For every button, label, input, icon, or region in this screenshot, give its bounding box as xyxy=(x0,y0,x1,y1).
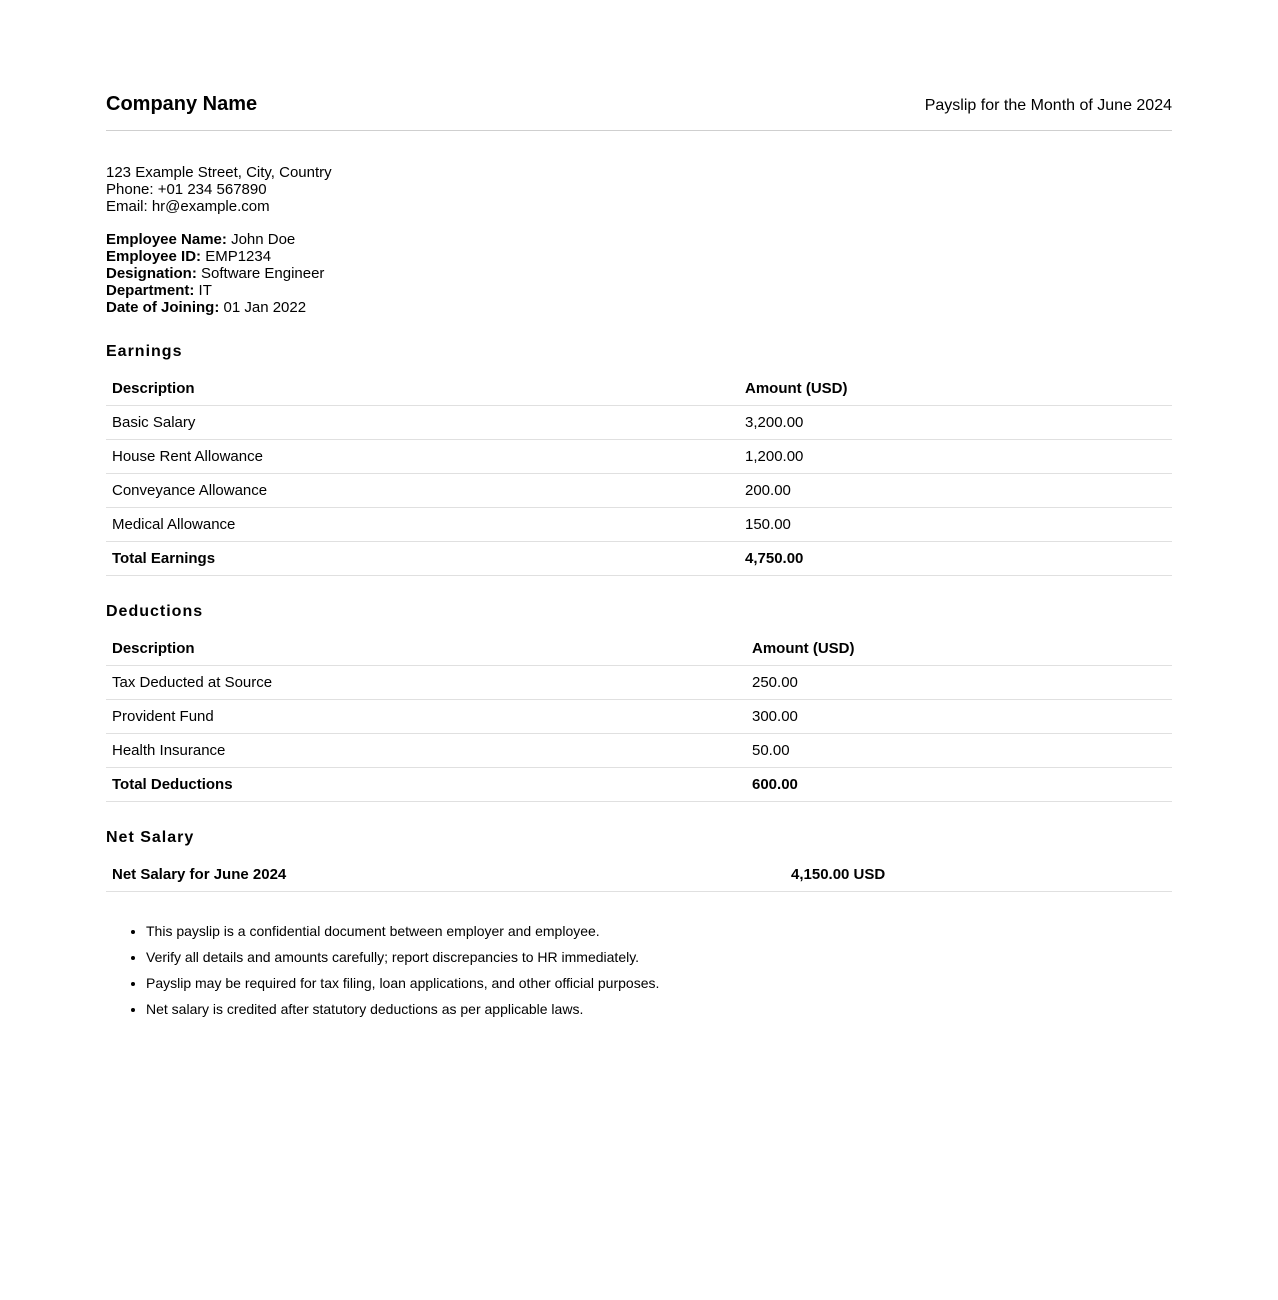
deduction-description: Tax Deducted at Source xyxy=(106,666,746,700)
column-header-amount: Amount (USD) xyxy=(739,372,1172,406)
earning-description: Basic Salary xyxy=(106,406,739,440)
earning-description: Conveyance Allowance xyxy=(106,474,739,508)
department-row xyxy=(106,282,1172,299)
column-header-amount: Amount (USD) xyxy=(746,632,1172,666)
column-header-description: Description xyxy=(106,632,746,666)
deductions-table xyxy=(106,632,1172,802)
joining-date: 01 Jan 2022 xyxy=(223,299,307,316)
net-salary-row xyxy=(106,858,1172,892)
table-row xyxy=(106,700,1172,734)
total-deductions-label: Total Deductions xyxy=(106,768,746,802)
payslip-month: Payslip for the Month of June 2024 xyxy=(924,97,1172,114)
net-salary-value: 4,150.00 USD xyxy=(785,858,1172,892)
payslip-header xyxy=(106,90,1172,131)
company-name: Company Name xyxy=(106,93,258,115)
column-header-description: Description xyxy=(106,372,739,406)
net-salary-label: Net Salary for June 2024 xyxy=(106,858,785,892)
department-label: Department: xyxy=(106,282,195,299)
employee-name-label: Employee Name: xyxy=(106,231,227,248)
employee-name: John Doe xyxy=(231,231,296,248)
payslip-notes xyxy=(106,918,1172,1022)
joining-date-label: Date of Joining: xyxy=(106,299,220,316)
department: IT xyxy=(198,282,212,299)
deduction-amount: 250.00 xyxy=(746,666,1172,700)
deduction-amount: 300.00 xyxy=(746,700,1172,734)
earning-amount: 200.00 xyxy=(739,474,1172,508)
net-salary-table xyxy=(106,858,1172,892)
designation: Software Engineer xyxy=(201,265,325,282)
earning-description: House Rent Allowance xyxy=(106,440,739,474)
earnings-title: Earnings xyxy=(106,343,183,360)
table-row xyxy=(106,734,1172,768)
deduction-amount: 50.00 xyxy=(746,734,1172,768)
company-contact xyxy=(106,164,1172,215)
total-deductions-amount: 600.00 xyxy=(746,768,1172,802)
table-row xyxy=(106,474,1172,508)
company-address: 123 Example Street, City, Country xyxy=(106,164,332,181)
employee-id: EMP1234 xyxy=(205,248,272,265)
designation-label: Designation: xyxy=(106,265,197,282)
company-phone: Phone: +01 234 567890 xyxy=(106,181,267,198)
company-email: Email: hr@example.com xyxy=(106,198,270,215)
employee-id-label: Employee ID: xyxy=(106,248,202,265)
table-row xyxy=(106,666,1172,700)
joining-date-row xyxy=(106,299,1172,316)
deductions-header-row xyxy=(106,632,1172,666)
table-row xyxy=(106,406,1172,440)
employee-details xyxy=(106,231,1172,316)
list-item: • This payslip is a confidential document between employer and employee. xyxy=(146,918,1172,944)
earning-description: Medical Allowance xyxy=(106,508,739,542)
list-item: • Payslip may be required for tax filing, loan applications, and other official purposes. xyxy=(146,970,1172,996)
deduction-description: Provident Fund xyxy=(106,700,746,734)
total-earnings-amount: 4,750.00 xyxy=(739,542,1172,576)
total-earnings-row xyxy=(106,542,1172,576)
earnings-table xyxy=(106,372,1172,576)
total-deductions-row xyxy=(106,768,1172,802)
table-row xyxy=(106,508,1172,542)
list-item: • Verify all details and amounts carefully; report discrepancies to HR immediately. xyxy=(146,944,1172,970)
table-row xyxy=(106,440,1172,474)
designation-row xyxy=(106,265,1172,282)
earning-amount: 1,200.00 xyxy=(739,440,1172,474)
deduction-description: Health Insurance xyxy=(106,734,746,768)
list-item: • Net salary is credited after statutory deductions as per applicable laws. xyxy=(146,996,1172,1022)
earnings-header-row xyxy=(106,372,1172,406)
earning-amount: 150.00 xyxy=(739,508,1172,542)
net-salary-title: Net Salary xyxy=(106,829,195,846)
employee-name-row xyxy=(106,231,1172,248)
employee-id-row xyxy=(106,248,1172,265)
deductions-title: Deductions xyxy=(106,603,204,620)
total-earnings-label: Total Earnings xyxy=(106,542,739,576)
payslip-document xyxy=(106,0,1172,1022)
earning-amount: 3,200.00 xyxy=(739,406,1172,440)
